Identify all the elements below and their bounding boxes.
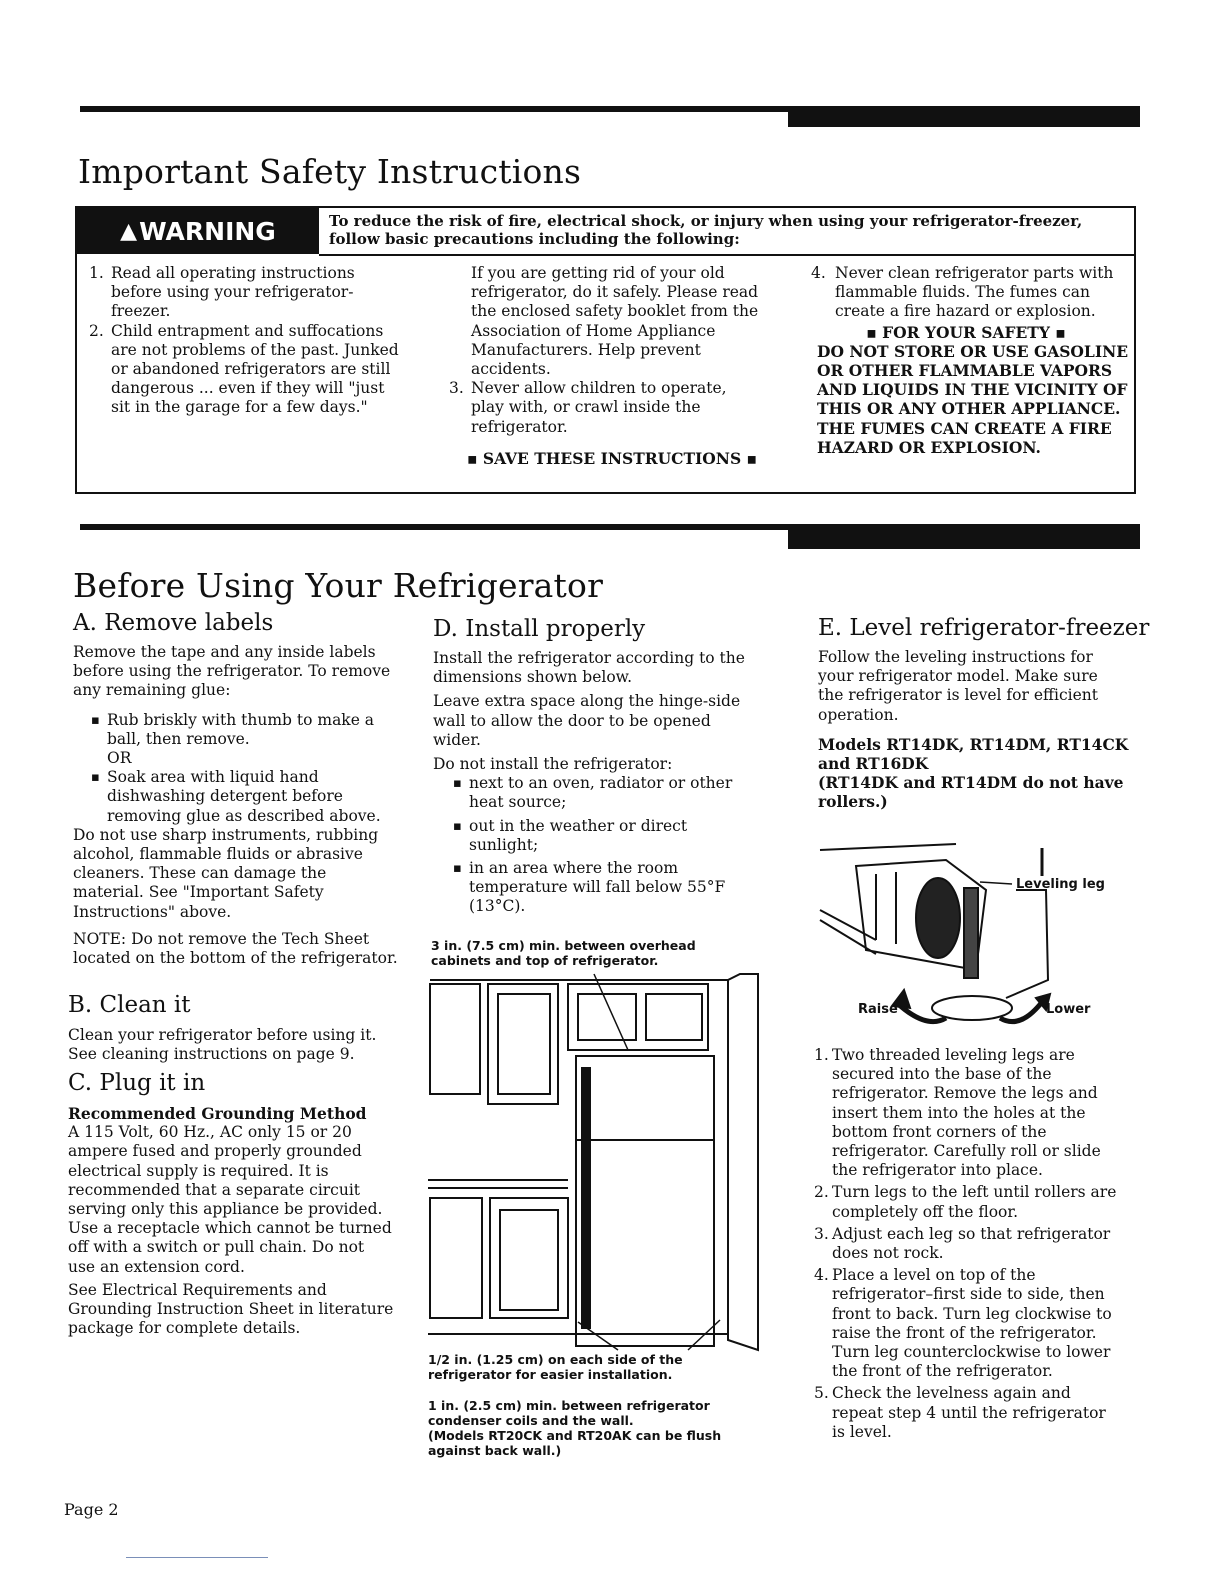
text-line: Never clean refrigerator parts with	[835, 264, 1114, 282]
footer-rule	[126, 1557, 268, 1558]
heading-level-refrigerator: E. Level refrigerator-freezer	[818, 615, 1150, 641]
text-line: Do not remove the Tech Sheet	[126, 929, 370, 948]
text-line: refrigerator. Carefully roll or slide	[832, 1142, 1101, 1161]
text-line: insert them into the holes at the	[832, 1103, 1086, 1122]
text-line: Two threaded leveling legs are	[832, 1046, 1075, 1064]
note-label: NOTE:	[73, 929, 127, 948]
text-line: use an extension cord.	[68, 1257, 245, 1276]
text-line: before using your refrigerator-	[111, 283, 354, 302]
text-line: cleaners. These can damage the	[73, 864, 327, 883]
text-line: bottom front corners of the	[832, 1122, 1047, 1141]
text-line: ▪ out in the weather or direct	[469, 816, 688, 835]
text-line: any remaining glue:	[73, 681, 231, 700]
installation-diagram	[428, 970, 768, 1370]
list-item	[451, 817, 783, 855]
text-line: electrical supply is required. It is	[68, 1161, 329, 1180]
text-line: Models RT14DK, RT14DM, RT14CK	[818, 734, 1129, 754]
text-line: your refrigerator model. Make sure	[818, 667, 1098, 686]
text-line: OR OTHER FLAMMABLE VAPORS	[817, 361, 1113, 381]
paragraph	[68, 1123, 413, 1277]
safety-list-col3	[801, 264, 1131, 322]
text-line: (RT14DK and RT14DM do not have	[818, 773, 1124, 793]
text-line: Follow the leveling instructions for	[818, 648, 1093, 666]
text-line: (13°C).	[469, 897, 526, 916]
label-leveling-leg: Leveling leg	[1016, 877, 1105, 892]
text-line: rollers.)	[818, 792, 888, 812]
text-line: THE FUMES CAN CREATE A FIRE	[817, 418, 1112, 438]
text-line: Never allow children to operate,	[471, 379, 727, 398]
text-line: Turn leg counterclockwise to lower	[832, 1343, 1111, 1362]
text-line: Manufacturers. Help prevent	[471, 340, 701, 359]
item-number: 1.	[89, 264, 104, 282]
caption-side-clearance	[428, 1352, 768, 1382]
column-right	[818, 648, 1148, 812]
paragraph	[433, 692, 783, 750]
section-rule-block	[788, 524, 1140, 549]
list-item	[814, 1046, 1144, 1180]
step-number: 1.	[814, 1046, 829, 1064]
text-line: wall to allow the door to be opened	[433, 711, 711, 730]
label-lower: Lower	[1046, 1002, 1091, 1017]
door-handle	[582, 1068, 590, 1328]
text-line: Turn legs to the left until rollers are	[832, 1183, 1117, 1202]
base-cabinet	[490, 1198, 568, 1318]
warning-heading	[329, 212, 1129, 248]
text-line: refrigerator for easier installation.	[428, 1367, 673, 1382]
text-line: (Models RT20CK and RT20AK can be flush	[428, 1428, 722, 1443]
list-item	[451, 859, 783, 917]
paragraph	[73, 643, 413, 701]
safety-paragraph	[437, 264, 777, 379]
list-item	[451, 774, 783, 812]
text-line: DO NOT STORE OR USE GASOLINE	[817, 341, 1129, 361]
label-raise: Raise	[858, 1002, 898, 1017]
frame-bracket	[1006, 890, 1048, 998]
list-item	[814, 1266, 1144, 1381]
text-line: the refrigerator is level for efficient	[818, 686, 1098, 705]
text-line: raise the front of the refrigerator.	[832, 1323, 1097, 1342]
text-line: Do not use sharp instruments, rubbing	[73, 825, 379, 844]
text-line: Use a receptacle which cannot be turned	[68, 1219, 392, 1238]
text-line: THIS OR ANY OTHER APPLIANCE.	[817, 399, 1121, 419]
cabinet-panel	[578, 994, 636, 1040]
note	[73, 930, 413, 968]
text-line: sunlight;	[469, 835, 539, 854]
step-number: 2.	[814, 1183, 829, 1202]
text-line: 3 in. (7.5 cm) min. between overhead	[431, 938, 696, 953]
column-middle	[433, 649, 783, 917]
step-number: 3.	[814, 1224, 829, 1243]
list-item	[814, 1225, 1144, 1263]
warning-box	[75, 206, 1136, 494]
text-line: If you are getting rid of your old	[471, 264, 725, 282]
text-line: or abandoned refrigerators are still	[111, 360, 391, 379]
list-item	[801, 264, 1131, 322]
heading-clean-it: B. Clean it	[68, 992, 191, 1018]
text-line: wider.	[433, 730, 481, 749]
top-rule	[80, 106, 790, 112]
caution-text	[801, 342, 1131, 457]
text-line: temperature will fall below 55°F	[469, 878, 726, 897]
text-line: ball, then remove.	[107, 729, 250, 748]
text-line: Child entrapment and suffocations	[111, 321, 384, 340]
paragraph	[818, 648, 1148, 725]
roller-wheel	[916, 878, 960, 958]
text-line: heat source;	[469, 793, 567, 812]
text-line: sit in the garage for a few days."	[111, 398, 368, 417]
warning-heading-line: follow basic precautions including the following:	[329, 230, 740, 248]
paragraph	[433, 649, 783, 687]
text-line: cabinets and top of refrigerator.	[431, 953, 659, 968]
list-item	[77, 322, 437, 418]
text-line: 1 in. (2.5 cm) min. between refrigerator	[428, 1398, 710, 1413]
warning-triangle-icon: ▲	[120, 218, 138, 244]
or-label: OR	[107, 749, 132, 768]
text-line: Place a level on top of the	[832, 1266, 1036, 1285]
text-line: secured into the base of the	[832, 1065, 1052, 1084]
text-line: See Electrical Requirements and	[68, 1280, 327, 1299]
text-line: condenser coils and the wall.	[428, 1413, 634, 1428]
text-line: Grounding Instruction Sheet in literature	[68, 1300, 394, 1319]
side-wall	[728, 974, 758, 1350]
text-line: Association of Home Appliance	[471, 321, 716, 340]
paragraph: Do not install the refrigerator:	[433, 755, 673, 774]
text-line: dishwashing detergent before	[107, 787, 343, 806]
text-line: play with, or crawl inside the	[471, 398, 701, 417]
item-number: 4.	[811, 264, 826, 282]
text-line: ▪ Rub briskly with thumb to make a	[107, 710, 375, 729]
leveling-leg-diagram	[816, 830, 1116, 1030]
text-line: does not rock.	[832, 1244, 944, 1263]
safety-list-col2	[437, 379, 777, 437]
text-line: Read all operating instructions	[111, 264, 355, 282]
text-line: the front of the refrigerator.	[832, 1362, 1053, 1381]
item-number: 2.	[89, 321, 104, 340]
text-line: removing glue as described above.	[107, 806, 381, 825]
for-your-safety: ▪ FOR YOUR SAFETY ▪	[866, 322, 1066, 342]
list-item	[814, 1183, 1144, 1221]
subheading-grounding: Recommended Grounding Method	[68, 1104, 367, 1123]
text-line: dangerous ... even if they will "just	[111, 379, 385, 398]
step-number: 4.	[814, 1266, 829, 1285]
roller-bracket	[876, 872, 896, 944]
leveling-leg-screw	[964, 888, 978, 978]
cabinet	[430, 984, 480, 1094]
item-number: 3.	[449, 379, 464, 398]
base-cabinet	[430, 1198, 482, 1318]
bullet-list	[89, 711, 413, 749]
heading-remove-labels: A. Remove labels	[73, 610, 274, 636]
safety-list-col1	[77, 264, 437, 418]
warning-divider	[319, 254, 1134, 256]
text-line: HAZARD OR EXPLOSION.	[817, 437, 1041, 457]
text-line: material. See "Important Safety	[73, 883, 324, 902]
cabinet-panel	[646, 994, 702, 1040]
text-line: accidents.	[471, 360, 551, 379]
text-line: the refrigerator into place.	[832, 1161, 1043, 1180]
steps-list	[814, 1046, 1144, 1442]
text-line: front to back. Turn leg clockwise to	[832, 1304, 1112, 1323]
text-line: See cleaning instructions on page 9.	[68, 1045, 355, 1064]
text-line: create a fire hazard or explosion.	[835, 302, 1096, 321]
text-line: the enclosed safety booklet from the	[471, 302, 759, 321]
paragraph	[68, 1281, 413, 1339]
models-note	[818, 735, 1148, 812]
heading-plug-it-in: C. Plug it in	[68, 1070, 206, 1096]
text-line: Instructions" above.	[73, 902, 232, 921]
text-line: AND LIQUIDS IN THE VICINITY OF	[817, 380, 1128, 400]
warning-heading-line: To reduce the risk of fire, electrical shock, or injury when using your refrigerator-freezer,	[329, 212, 1083, 230]
text-line: completely off the floor.	[832, 1202, 1019, 1221]
text-line: refrigerator–first side to side, then	[832, 1285, 1105, 1304]
text-line: ▪ next to an oven, radiator or other	[469, 774, 733, 793]
text-line: Clean your refrigerator before using it.	[68, 1026, 377, 1044]
text-line: Install the refrigerator according to the	[433, 649, 745, 667]
pointer-line	[980, 882, 1012, 884]
text-line: refrigerator, do it safely. Please read	[471, 283, 759, 302]
text-line: refrigerator. Remove the legs and	[832, 1084, 1098, 1103]
text-line: repeat step 4 until the refrigerator	[832, 1403, 1106, 1422]
floor-edge	[820, 910, 876, 954]
text-line: Leave extra space along the hinge-side	[433, 692, 741, 711]
list-item	[89, 711, 413, 749]
text-line: ampere fused and properly grounded	[68, 1142, 362, 1161]
text-line: Remove the tape and any inside labels	[73, 643, 376, 661]
text-line: 1/2 in. (1.25 cm) on each side of the	[428, 1352, 683, 1367]
paragraph	[73, 826, 413, 922]
clean-text	[68, 1026, 408, 1064]
plug-text	[68, 1104, 413, 1338]
text-line: off with a switch or pull chain. Do not	[68, 1238, 365, 1257]
list-item	[89, 768, 413, 826]
pointer-line	[594, 974, 628, 1050]
safety-col2	[437, 264, 777, 468]
text-line: dimensions shown below.	[433, 668, 633, 687]
leveling-steps	[814, 1046, 1144, 1442]
text-line: against back wall.)	[428, 1443, 562, 1458]
warning-badge	[77, 208, 319, 254]
text-line: ▪ Soak area with liquid hand	[107, 768, 319, 787]
caption-overhead-clearance	[431, 938, 771, 968]
page-title: Important Safety Instructions	[78, 152, 582, 191]
text-line: alcohol, flammable fluids or abrasive	[73, 845, 363, 864]
text-line: Adjust each leg so that refrigerator	[832, 1224, 1111, 1243]
text-line: package for complete details.	[68, 1319, 301, 1338]
column-left	[73, 643, 413, 968]
text-line: serving only this appliance be provided.	[68, 1200, 383, 1219]
cabinet-edge	[820, 844, 956, 850]
text-line: located on the bottom of the refrigerator.	[73, 949, 398, 968]
text-line: freezer.	[111, 302, 171, 321]
section-rule	[80, 524, 790, 530]
text-line: Check the levelness again and	[832, 1384, 1071, 1403]
text-line: is level.	[832, 1422, 892, 1441]
text-line: are not problems of the past. Junked	[111, 340, 399, 359]
list-item	[814, 1384, 1144, 1442]
base-cabinet-panel	[500, 1210, 558, 1310]
text-line: refrigerator.	[471, 417, 568, 436]
page-number: Page 2	[64, 1500, 119, 1519]
caption-rear-clearance	[428, 1398, 768, 1458]
top-rule-block	[788, 106, 1140, 127]
save-instructions: ▪ SAVE THESE INSTRUCTIONS ▪	[467, 448, 758, 468]
warning-label: WARNING	[139, 216, 276, 246]
cabinet-panel	[498, 994, 550, 1094]
list-item	[77, 264, 437, 322]
heading-install-properly: D. Install properly	[433, 616, 646, 642]
text-line: before using the refrigerator. To remove	[73, 662, 391, 681]
text-line: ▪ in an area where the room	[469, 859, 679, 878]
list-item	[437, 379, 777, 437]
step-number: 5.	[814, 1384, 829, 1403]
section-title: Before Using Your Refrigerator	[73, 566, 604, 605]
text-line: flammable fluids. The fumes can	[835, 283, 1091, 302]
text-line: operation.	[818, 705, 899, 724]
bullet-list	[451, 774, 783, 916]
bullet-list	[89, 768, 413, 826]
text-line: A 115 Volt, 60 Hz., AC only 15 or 20	[68, 1123, 352, 1142]
text-line: and RT16DK	[818, 754, 929, 774]
safety-col3	[801, 264, 1131, 457]
refrigerator-outline	[576, 1056, 714, 1346]
text-line: recommended that a separate circuit	[68, 1180, 361, 1199]
lower-arrow-icon	[1000, 1002, 1042, 1022]
